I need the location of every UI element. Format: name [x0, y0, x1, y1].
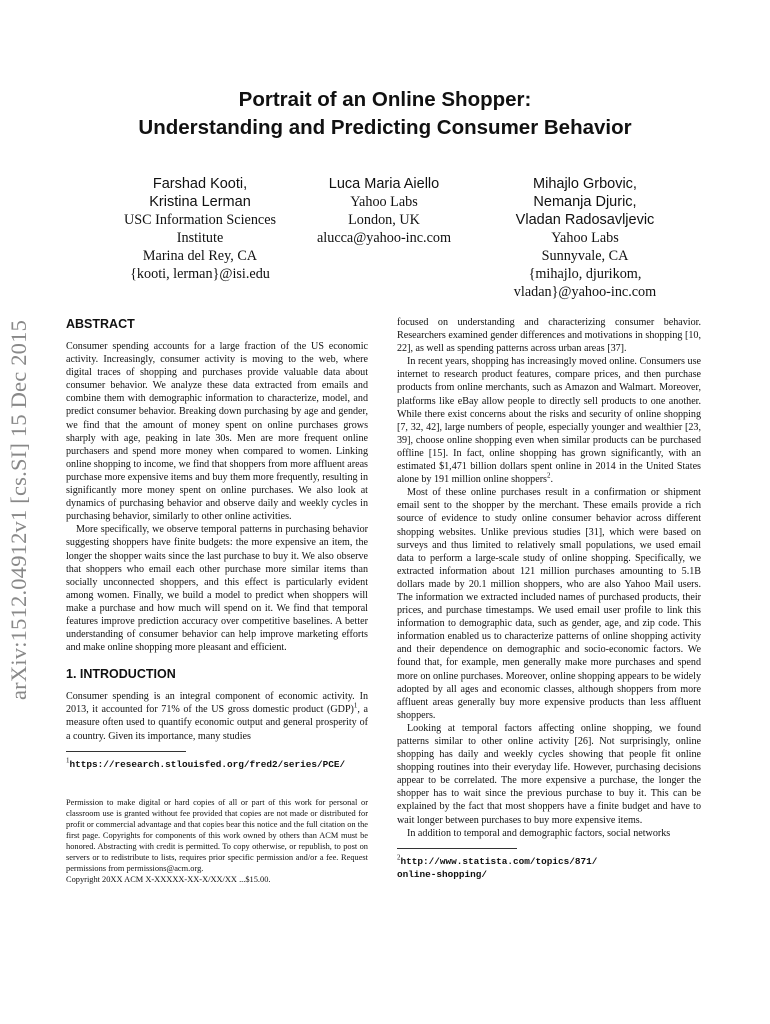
left-column [66, 316, 368, 885]
author-name: Nemanja Djuric, [533, 194, 637, 210]
author-block-1 [100, 175, 300, 283]
author-name: Mihajlo Grbovic, [533, 176, 637, 192]
intro-paragraph [66, 690, 368, 742]
footnote-link-continued[interactable]: online-shopping/ [397, 868, 488, 880]
body-paragraph: In addition to temporal and demographic factors, social networks [407, 827, 671, 839]
permission-notice: Permission to make digital or hard copies of all or part of this work for personal or classroom use is granted without fee provided that copies are not made or distributed for profit or commercial advantage and that copies bear this notice and the full citation on the first page. Copyrights for components of this work owned by others than ACM must be honored. Abstracting with credit is permitted. To copy otherwise, or republish, to post on servers or to redistribute to lists, requires prior specific permission and/or a fee. Request permissions from permissions@acm.org. [66, 797, 368, 874]
title-line-1: Portrait of an Online Shopper: [238, 88, 532, 111]
abstract-paragraph: Consumer spending accounts for a large fraction of the US economic activity. Increasingly, consumer activity is moving to the web, where digital traces of shopping and purchases provide valuable data about consumer behavior. We analyze these data extracted from emails and combine them with demographic information to characterize, model, and predict consumer behavior. Breaking down purchasing by age and gender, we find that the amount of money spent on online purchases grows sharply with age, peaking in late 30s. Men are more frequent online purchasers and spend more money when compared to women. Linking online shopping to income, we find that shoppers from more affluent areas purchase more expensive items and buy them more frequently, resulting in significantly more money spent on online purchases. We also look at dynamics of purchasing behavior and observe daily and weekly cycles in purchasing behavior, similarly to other online activities. [66, 341, 368, 523]
body-text: . [550, 474, 554, 486]
author-email: {kooti, lerman}@isi.edu [130, 266, 270, 282]
abstract-heading: ABSTRACT [66, 317, 135, 331]
author-email: vladan}@yahoo-inc.com [513, 284, 657, 300]
author-name: Kristina Lerman [149, 194, 251, 210]
author-affiliation: Yahoo Labs [350, 194, 418, 210]
footnote-link[interactable]: http://www.statista.com/topics/871/ [400, 855, 598, 867]
author-location: London, UK [348, 212, 420, 228]
footnote-1 [66, 758, 368, 771]
footnote-link[interactable]: https://research.stlouisfed.org/fred2/series/PCE/ [69, 758, 346, 770]
intro-text: Consumer spending is an integral component of economic activity. In 2013, it accounted for 71% of the US gross domestic product (GDP) [66, 691, 368, 716]
body-paragraph [397, 355, 701, 486]
footnote-number: 1 [66, 756, 70, 765]
abstract-paragraph: More specifically, we observe temporal patterns in purchasing behavior suggesting shoppers have finite budgets: the more expensive an item, the longer the shopper waits since the last purchase to buy it. We also observe that shoppers who email each other purchase more similar items than socially unconnected shoppers, and this effect is particularly evident among women. Finally, we build a model to predict when shoppers will make a purchase and how much will spend on it. We find that temporal features improve prediction accuracy over competitive baselines. A better understanding of consumer behavior can help improve marketing efforts and make online shopping more pleasant and efficient. [66, 524, 368, 654]
footnote-number: 2 [397, 853, 401, 862]
footnote-2 [397, 855, 701, 881]
body-paragraph: focused on understanding and characterizing consumer behavior. Researchers examined gender differences and motivations in shopping [10, 22], as well as spending patterns across urban areas [37]. [397, 317, 701, 355]
author-location: Sunnyvale, CA [541, 248, 629, 264]
author-email: alucca@yahoo-inc.com [317, 230, 451, 246]
footnote-marker: 1 [353, 701, 358, 710]
copyright-notice: Copyright 20XX ACM X-XXXXX-XX-X/XX/XX ...$15.00. [66, 875, 271, 885]
intro-text: , a measure often used to quantify economic output and general prosperity of a country. Given its importance, many studies [66, 704, 368, 742]
author-name: Luca Maria Aiello [328, 176, 440, 192]
author-name: Farshad Kooti, [152, 176, 248, 192]
author-location: Marina del Rey, CA [142, 248, 258, 264]
author-affiliation: USC Information Sciences [123, 212, 277, 228]
author-affiliation: Yahoo Labs [551, 230, 619, 246]
title-line-2: Understanding and Predicting Consumer Behavior [138, 116, 632, 139]
body-paragraph: Most of these online purchases result in a confirmation or shipment email sent to the shopper by the merchant. These emails provide a rich source of evidence to study online consumer behavior across different shopping websites. Unlike previous studies [31], which were based on surveys and thus limited to relatively small populations, we used email data to perform a large-scale study of online shopping. Specifically, we extracted information about 121 million purchases amounting to 5.1B dollars made by 20.1 million shoppers, who are also Yahoo Mail users. The information we extracted included names of purchased products, their prices, and purchase timestamps. We used email user profile to link this information to demographic data, such as gender, age, and zip code. This information enabled us to characterize patterns of online shopping activity and their dependence on demographic and socio-economic factors. We found that, for example, men generally make more purchases and spend more on online purchases. Moreover, online shopping appears to be widely adopted by all ages and economic classes, although shoppers from more affluent areas generally buy more expensive products than less affluent shoppers. [397, 487, 701, 721]
author-email: {mihajlo, djurikom, [528, 266, 642, 282]
right-column [397, 316, 701, 881]
body-paragraph: Looking at temporal factors affecting online shopping, we found patterns similar to other online activity [26]. Not surprisingly, online shopping has daily and weekly cycles showing that people fit online shopping routines into their everyday life. However, purchasing decisions appear to be correlated. The more expensive a purchase, the longer the shopper has to wait since the previous purchase to buy it. This can be explained by the fact that most shoppers have a finite budget and have to wait longer between purchases to buy more expensive items. [397, 722, 701, 826]
footnote-divider [66, 751, 186, 752]
paper-title [0, 86, 770, 142]
author-block-2 [290, 175, 478, 247]
body-text: In recent years, shopping has increasingly moved online. Consumers use internet to research product features, compare prices, and then purchase products from online merchants, such as Amazon and Walmart. Moreover, platforms like eBay allow people to directly sell products to one another. While there exist concerns about the risks and security of online shopping [7, 32, 42], large numbers of people, especially younger and wealthier [23, 39], choose online shopping even when similar products can be purchased offline [15]. In fact, online shopping has grown significantly, with an estimated $1,471 billion dollars spent online in 2014 in the United States alone by 191 million online shoppers [397, 356, 701, 486]
footnote-divider [397, 848, 517, 849]
author-block-3 [460, 175, 710, 301]
introduction-heading: 1. INTRODUCTION [66, 667, 176, 682]
author-name: Vladan Radosavljevic [515, 212, 655, 228]
arxiv-identifier: arXiv:1512.04912v1 [cs.SI] 15 Dec 2015 [6, 319, 31, 700]
author-affiliation: Institute [176, 230, 224, 246]
footnote-marker: 2 [547, 471, 551, 480]
